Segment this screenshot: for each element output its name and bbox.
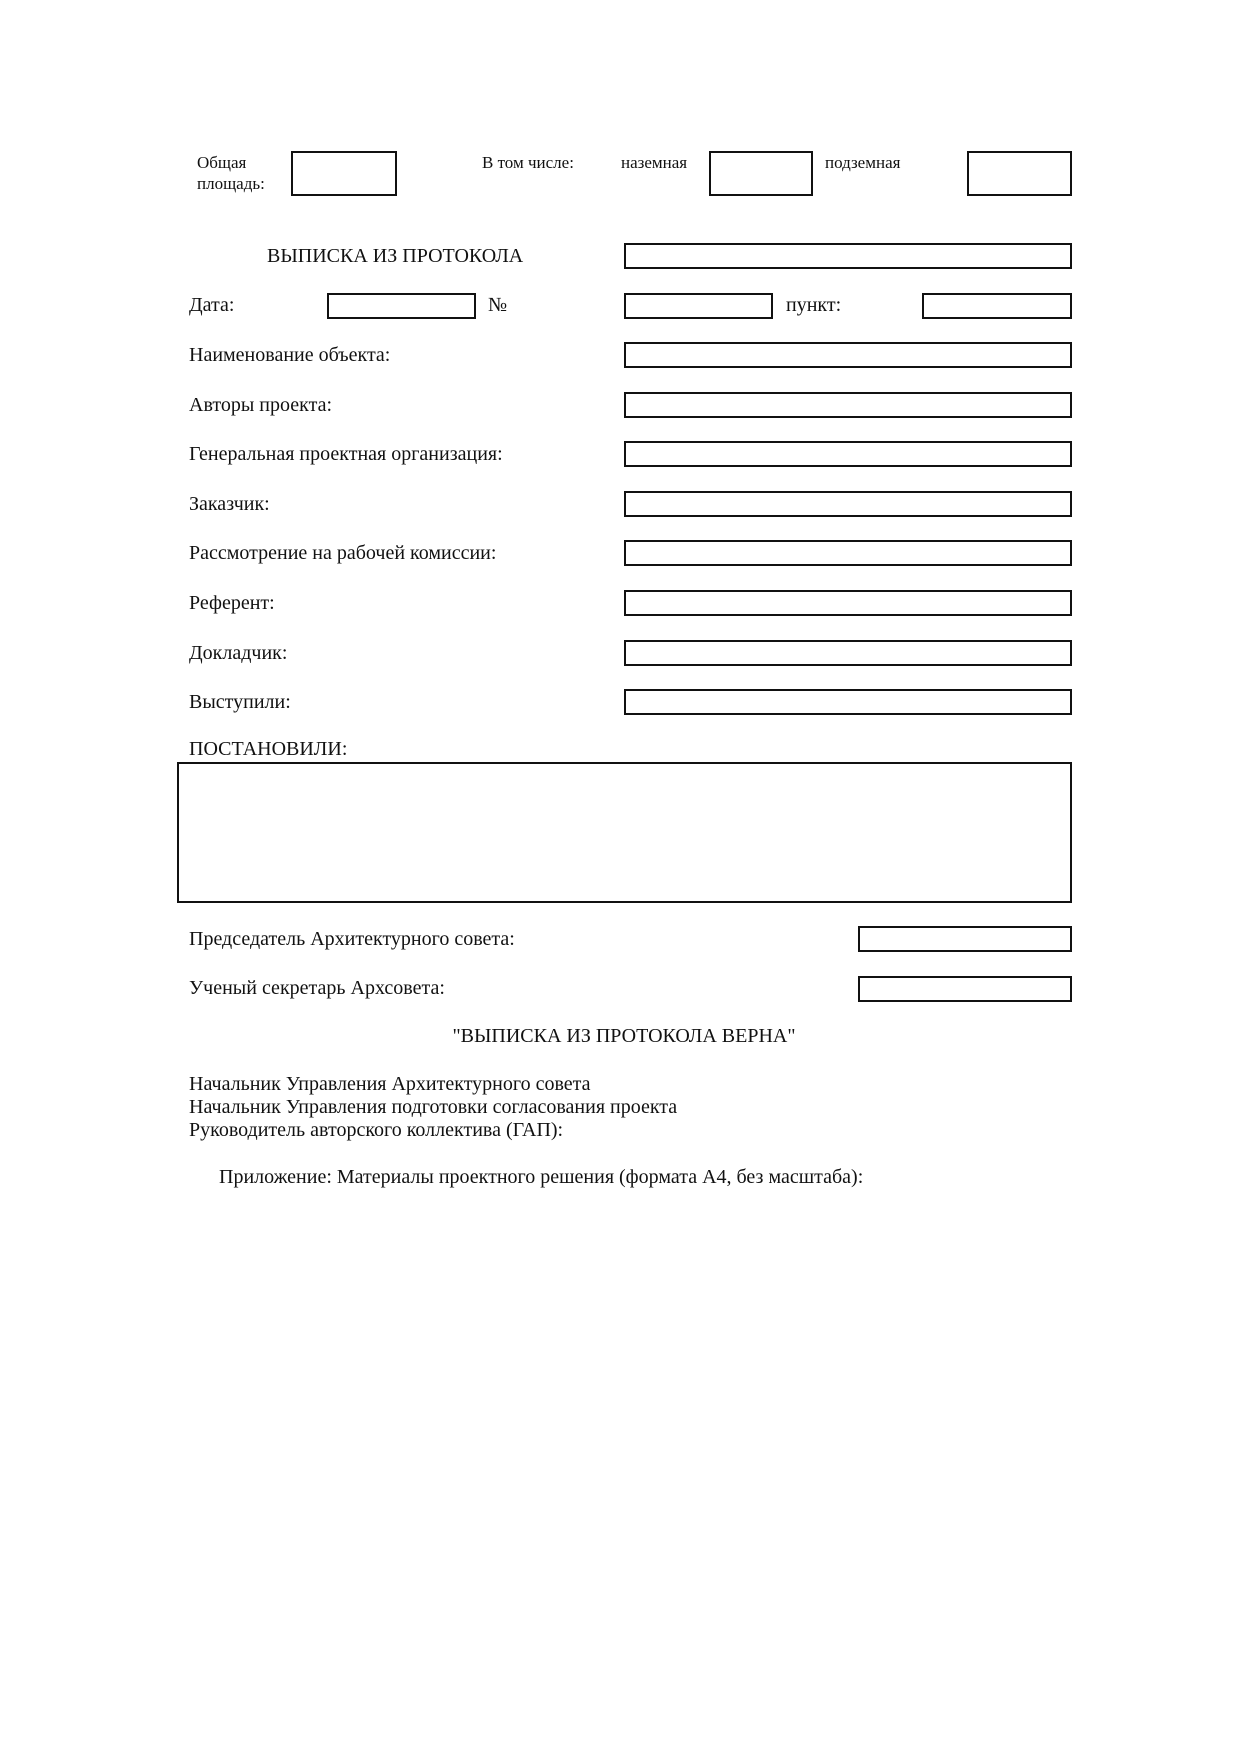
secretary-label: Ученый секретарь Архсовета: <box>189 977 445 999</box>
date-field[interactable] <box>327 293 476 319</box>
field-label: Рассмотрение на рабочей комиссии: <box>189 542 497 565</box>
field-label: Наименование объекта: <box>189 344 391 366</box>
official-line: Руководитель авторского коллектива (ГАП): <box>189 1119 564 1141</box>
number-label: № <box>488 294 508 316</box>
secretary-field[interactable] <box>858 976 1072 1002</box>
resolved-label: ПОСТАНОВИЛИ: <box>189 738 348 760</box>
underground-label: подземная <box>825 153 901 172</box>
underground-area-field[interactable] <box>967 151 1072 196</box>
chairman-label: Председатель Архитектурного совета: <box>189 928 515 950</box>
official-line: Начальник Управления Архитектурного совета <box>189 1073 591 1095</box>
resolution-textarea[interactable] <box>177 762 1072 903</box>
including-label: В том числе: <box>482 153 574 172</box>
above-ground-label: наземная <box>621 153 688 172</box>
field-label: Выступили: <box>189 691 291 714</box>
field-label: Референт: <box>189 592 275 614</box>
protocol-field[interactable] <box>624 243 1072 269</box>
total-area-label: Общая площадь: <box>197 153 265 193</box>
chairman-field[interactable] <box>858 926 1072 952</box>
certified-text: "ВЫПИСКА ИЗ ПРОТОКОЛА ВЕРНА" <box>452 1025 796 1047</box>
official-line: Начальник Управления подготовки согласования проекта <box>189 1096 678 1118</box>
field-label: Авторы проекта: <box>189 393 332 416</box>
document-title: ВЫПИСКА ИЗ ПРОТОКОЛА <box>267 245 524 267</box>
number-field[interactable] <box>624 293 773 319</box>
appendix-text: Приложение: Материалы проектного решения (формата А4, без масштаба): <box>219 1166 864 1188</box>
field-input[interactable] <box>624 491 1072 517</box>
field-input[interactable] <box>624 342 1072 368</box>
field-input[interactable] <box>624 540 1072 566</box>
total-area-field[interactable] <box>291 151 397 196</box>
field-input[interactable] <box>624 590 1072 616</box>
item-label: пункт: <box>786 294 842 316</box>
item-field[interactable] <box>922 293 1072 319</box>
field-label: Генеральная проектная организация: <box>189 443 503 466</box>
field-input[interactable] <box>624 441 1072 467</box>
field-label: Заказчик: <box>189 492 270 515</box>
field-input[interactable] <box>624 640 1072 666</box>
field-input[interactable] <box>624 689 1072 715</box>
field-input[interactable] <box>624 392 1072 418</box>
field-label: Докладчик: <box>189 641 288 664</box>
date-label: Дата: <box>189 294 235 316</box>
above-ground-area-field[interactable] <box>709 151 813 196</box>
